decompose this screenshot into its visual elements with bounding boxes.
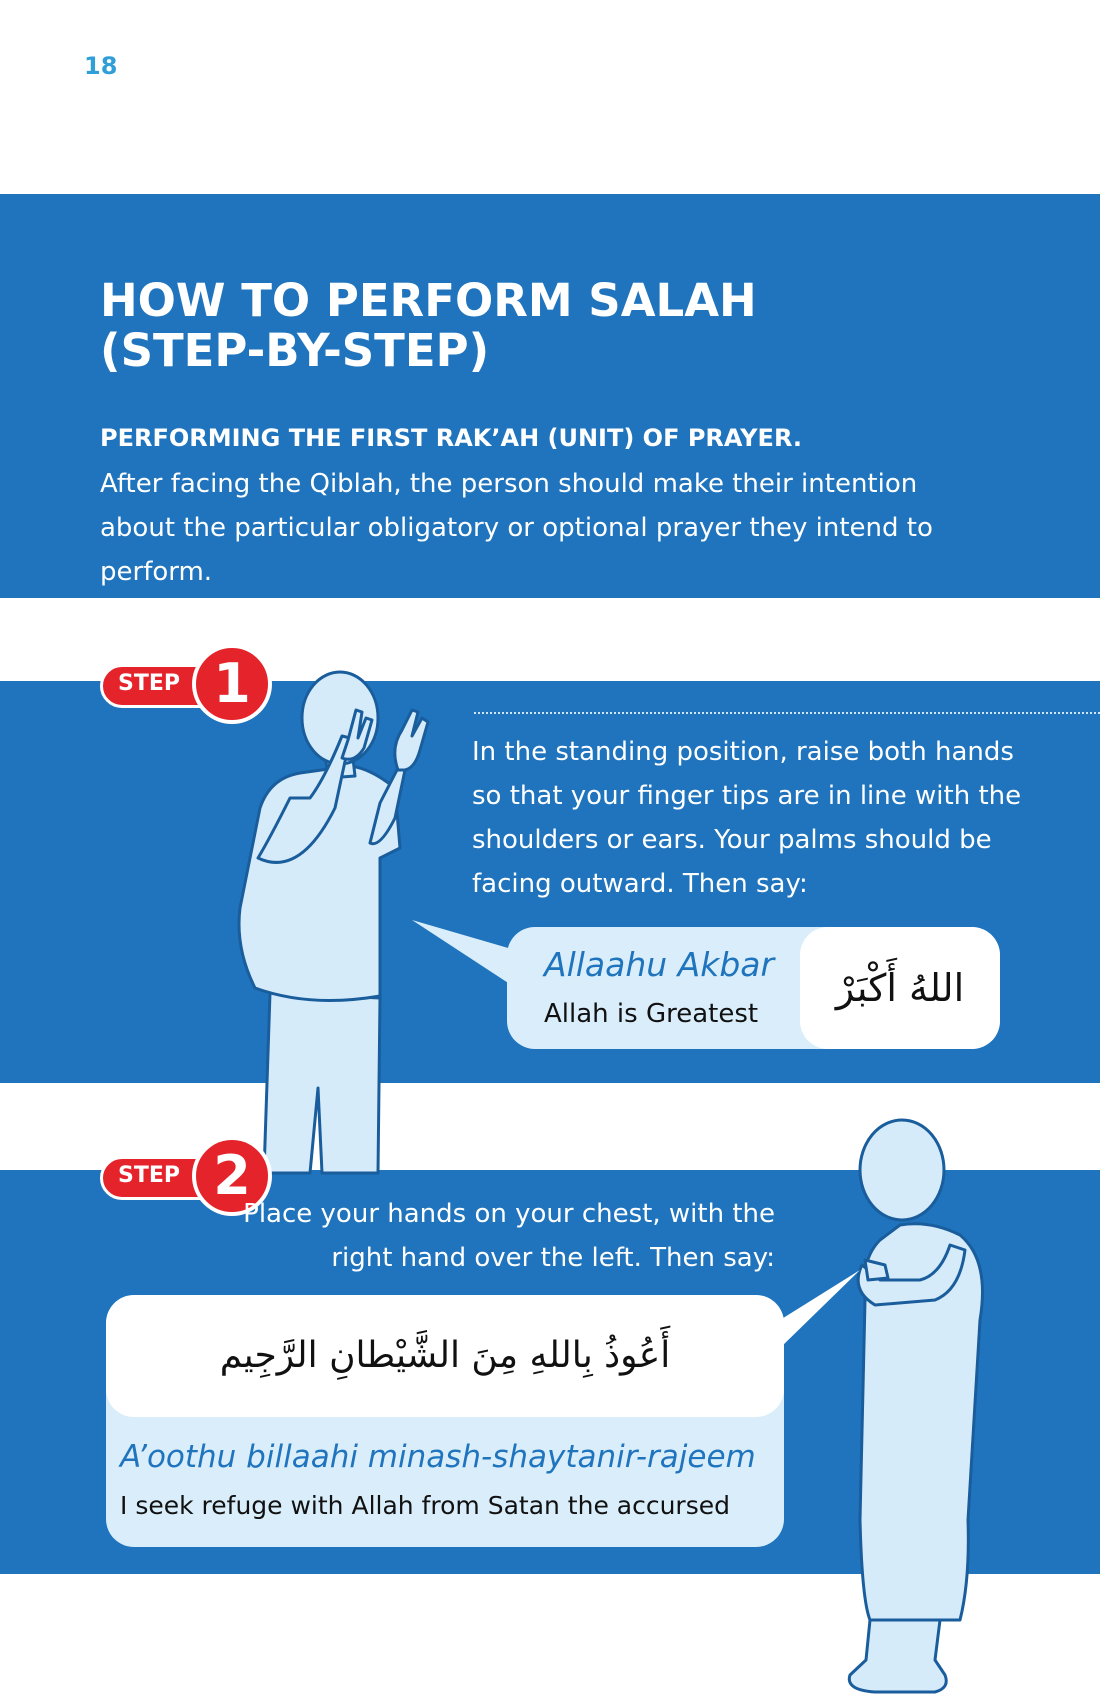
step-1-divider	[474, 712, 1100, 714]
title-line-1: HOW TO PERFORM SALAH	[100, 274, 757, 327]
step-2-translation: I seek refuge with Allah from Satan the accursed	[120, 1491, 730, 1520]
step-2-transliteration: A’oothu billaahi minash-shaytanir-rajeem	[120, 1439, 756, 1475]
step-1-number: 1	[213, 652, 251, 715]
title-line-2: (STEP-BY-STEP)	[100, 324, 490, 377]
standing-raised-hands-figure-icon	[230, 658, 490, 1178]
step-1-label: STEP	[118, 671, 181, 696]
step-1-arabic: اللهُ أَكْبَرْ	[835, 966, 965, 1010]
step-2-label: STEP	[118, 1163, 181, 1188]
step-2-speech-bubble	[106, 1295, 784, 1547]
standing-hands-on-chest-figure-icon	[840, 1100, 1020, 1700]
page-number: 18	[84, 52, 118, 80]
intro-body: After facing the Qiblah, the person should make their intention about the particular obligatory or optional prayer they intend to perform.	[100, 469, 933, 587]
step-1-translation: Allah is Greatest	[544, 999, 759, 1029]
intro-heading: PERFORMING THE FIRST RAK’AH (UNIT) OF PRAYER.	[100, 424, 802, 452]
step-1-speech-bubble	[507, 927, 1000, 1049]
step-1-badge	[96, 644, 276, 724]
step-2-instruction: Place your hands on your chest, with the right hand over the left. Then say:	[243, 1199, 775, 1273]
step-2-number: 2	[213, 1144, 251, 1207]
speech-tail-step-1	[412, 920, 522, 1010]
page-title	[100, 276, 757, 376]
speech-tail-step-2	[780, 1270, 860, 1350]
step-2-arabic: أَعُوذُ بِاللهِ مِنَ الشَّيْطانِ الرَّجِيم	[219, 1335, 671, 1376]
step-1-instruction: In the standing position, raise both hands so that your finger tips are in line with the shoulders or ears. Your palms should be facing outward. Then say:	[472, 737, 1022, 899]
step-1-transliteration: Allaahu Akbar	[544, 945, 775, 984]
